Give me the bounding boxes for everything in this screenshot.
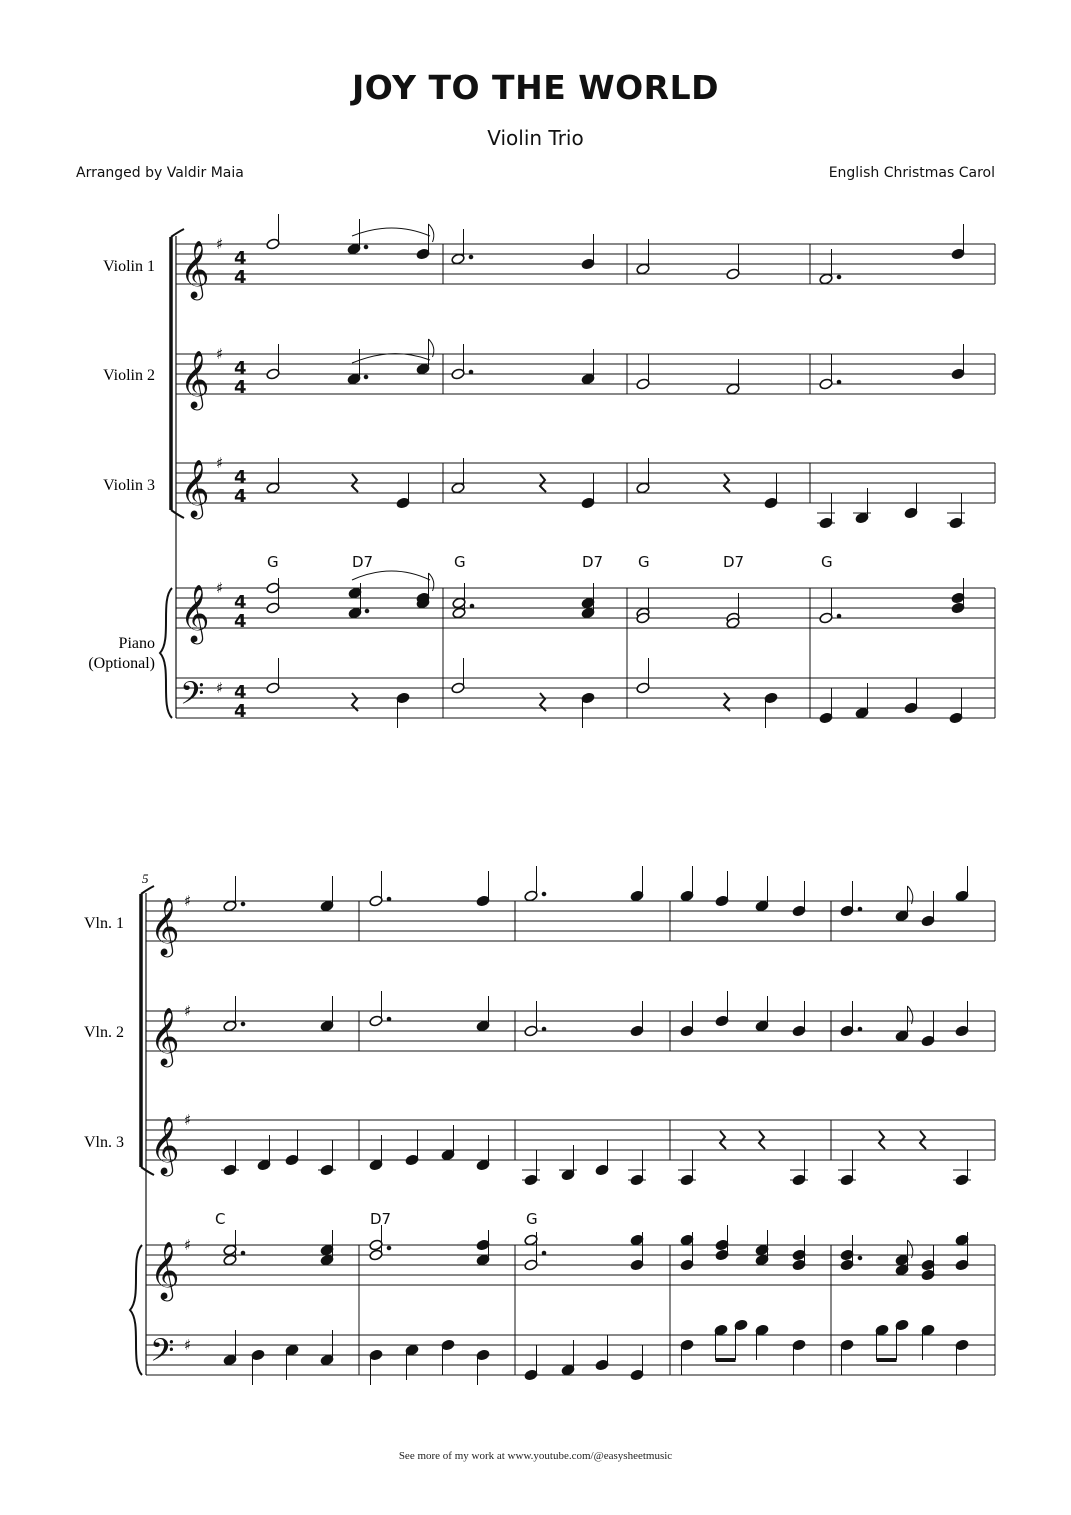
treble-clef-icon: 𝄞 — [150, 898, 180, 954]
chord-symbol: G — [526, 1210, 538, 1228]
notes-violin-2 — [266, 339, 965, 395]
notes-vln-3 — [221, 1125, 971, 1186]
staff-lines — [146, 901, 995, 1375]
treble-clef-icon: 𝄞 — [150, 1008, 180, 1064]
chord-symbol: D7 — [582, 553, 604, 571]
arranger-credit: Arranged by Valdir Maia — [76, 165, 244, 181]
staff-label-vln-1: Vln. 1 — [84, 915, 124, 932]
sharp-icon: ♯ — [184, 892, 192, 910]
staff-lines — [176, 244, 995, 718]
chord-symbol: G — [454, 553, 466, 571]
notes-vln-1 — [223, 866, 969, 927]
composer-credit: English Christmas Carol — [828, 165, 995, 181]
svg-text:4: 4 — [234, 358, 247, 379]
sharp-icon: ♯ — [184, 1236, 192, 1254]
notes-vln-2 — [223, 991, 969, 1047]
svg-text:4: 4 — [234, 682, 247, 703]
treble-clef-icon: 𝄞 — [150, 1117, 180, 1173]
sharp-icon: ♯ — [216, 454, 224, 472]
svg-text:4: 4 — [234, 267, 247, 288]
svg-text:4: 4 — [234, 467, 247, 488]
sharp-icon: ♯ — [184, 1002, 192, 1020]
svg-text:4: 4 — [234, 592, 247, 613]
staff-label-vln-2: Vln. 2 — [84, 1024, 124, 1041]
bass-clef-icon: 𝄢 — [180, 677, 205, 719]
svg-text:4: 4 — [234, 248, 247, 269]
treble-clef-icon: 𝄞 — [150, 1242, 180, 1298]
staff-label-violin-3: Violin 3 — [103, 477, 155, 494]
svg-text:4: 4 — [234, 611, 247, 632]
treble-clef-icon: 𝄞 — [180, 241, 210, 297]
barlines — [443, 244, 995, 718]
staff-label-vln-3: Vln. 3 — [84, 1134, 124, 1151]
chord-symbol: C — [215, 1210, 226, 1228]
system-1 — [88, 214, 995, 728]
treble-clef-icon: 𝄞 — [180, 351, 210, 407]
staff-label-violin-1: Violin 1 — [103, 258, 155, 275]
bass-clef-icon: 𝄢 — [150, 1334, 175, 1376]
svg-text:4: 4 — [234, 486, 247, 507]
sharp-icon: ♯ — [184, 1111, 192, 1129]
measure-number: 5 — [142, 871, 149, 886]
svg-text:4: 4 — [234, 701, 247, 722]
footer-link-text: See more of my work at www.youtube.com/@easysheetmusic — [398, 1450, 673, 1462]
staff-label-piano: Piano — [118, 635, 155, 652]
staff-label-violin-2: Violin 2 — [103, 367, 155, 384]
time-signatures — [234, 248, 247, 722]
chord-symbol: D7 — [352, 553, 374, 571]
page-subtitle: Violin Trio — [487, 126, 584, 150]
sharp-icon: ♯ — [216, 579, 224, 597]
chord-symbol: G — [821, 553, 833, 571]
chord-symbol: D7 — [723, 553, 745, 571]
sharp-icon: ♯ — [184, 1336, 192, 1354]
notes-piano-rh — [266, 571, 965, 629]
chord-symbol: G — [267, 553, 279, 571]
barlines — [359, 901, 995, 1375]
treble-clef-icon: 𝄞 — [180, 585, 210, 641]
treble-clef-icon: 𝄞 — [180, 460, 210, 516]
clefs — [180, 241, 210, 719]
chord-symbol: G — [638, 553, 650, 571]
staff-label-piano-optional: (Optional) — [88, 655, 155, 672]
system-2 — [84, 866, 995, 1385]
sharp-icon: ♯ — [216, 235, 224, 253]
sharp-icon: ♯ — [216, 679, 224, 697]
chord-symbols — [215, 1210, 538, 1228]
chord-symbol: D7 — [370, 1210, 392, 1228]
clefs — [150, 898, 180, 1376]
notes-piano-rh-2 — [223, 1225, 969, 1281]
chord-symbols — [267, 553, 833, 571]
svg-text:4: 4 — [234, 377, 247, 398]
sharp-icon: ♯ — [216, 345, 224, 363]
page-title: JOY TO THE WORLD — [351, 68, 720, 107]
